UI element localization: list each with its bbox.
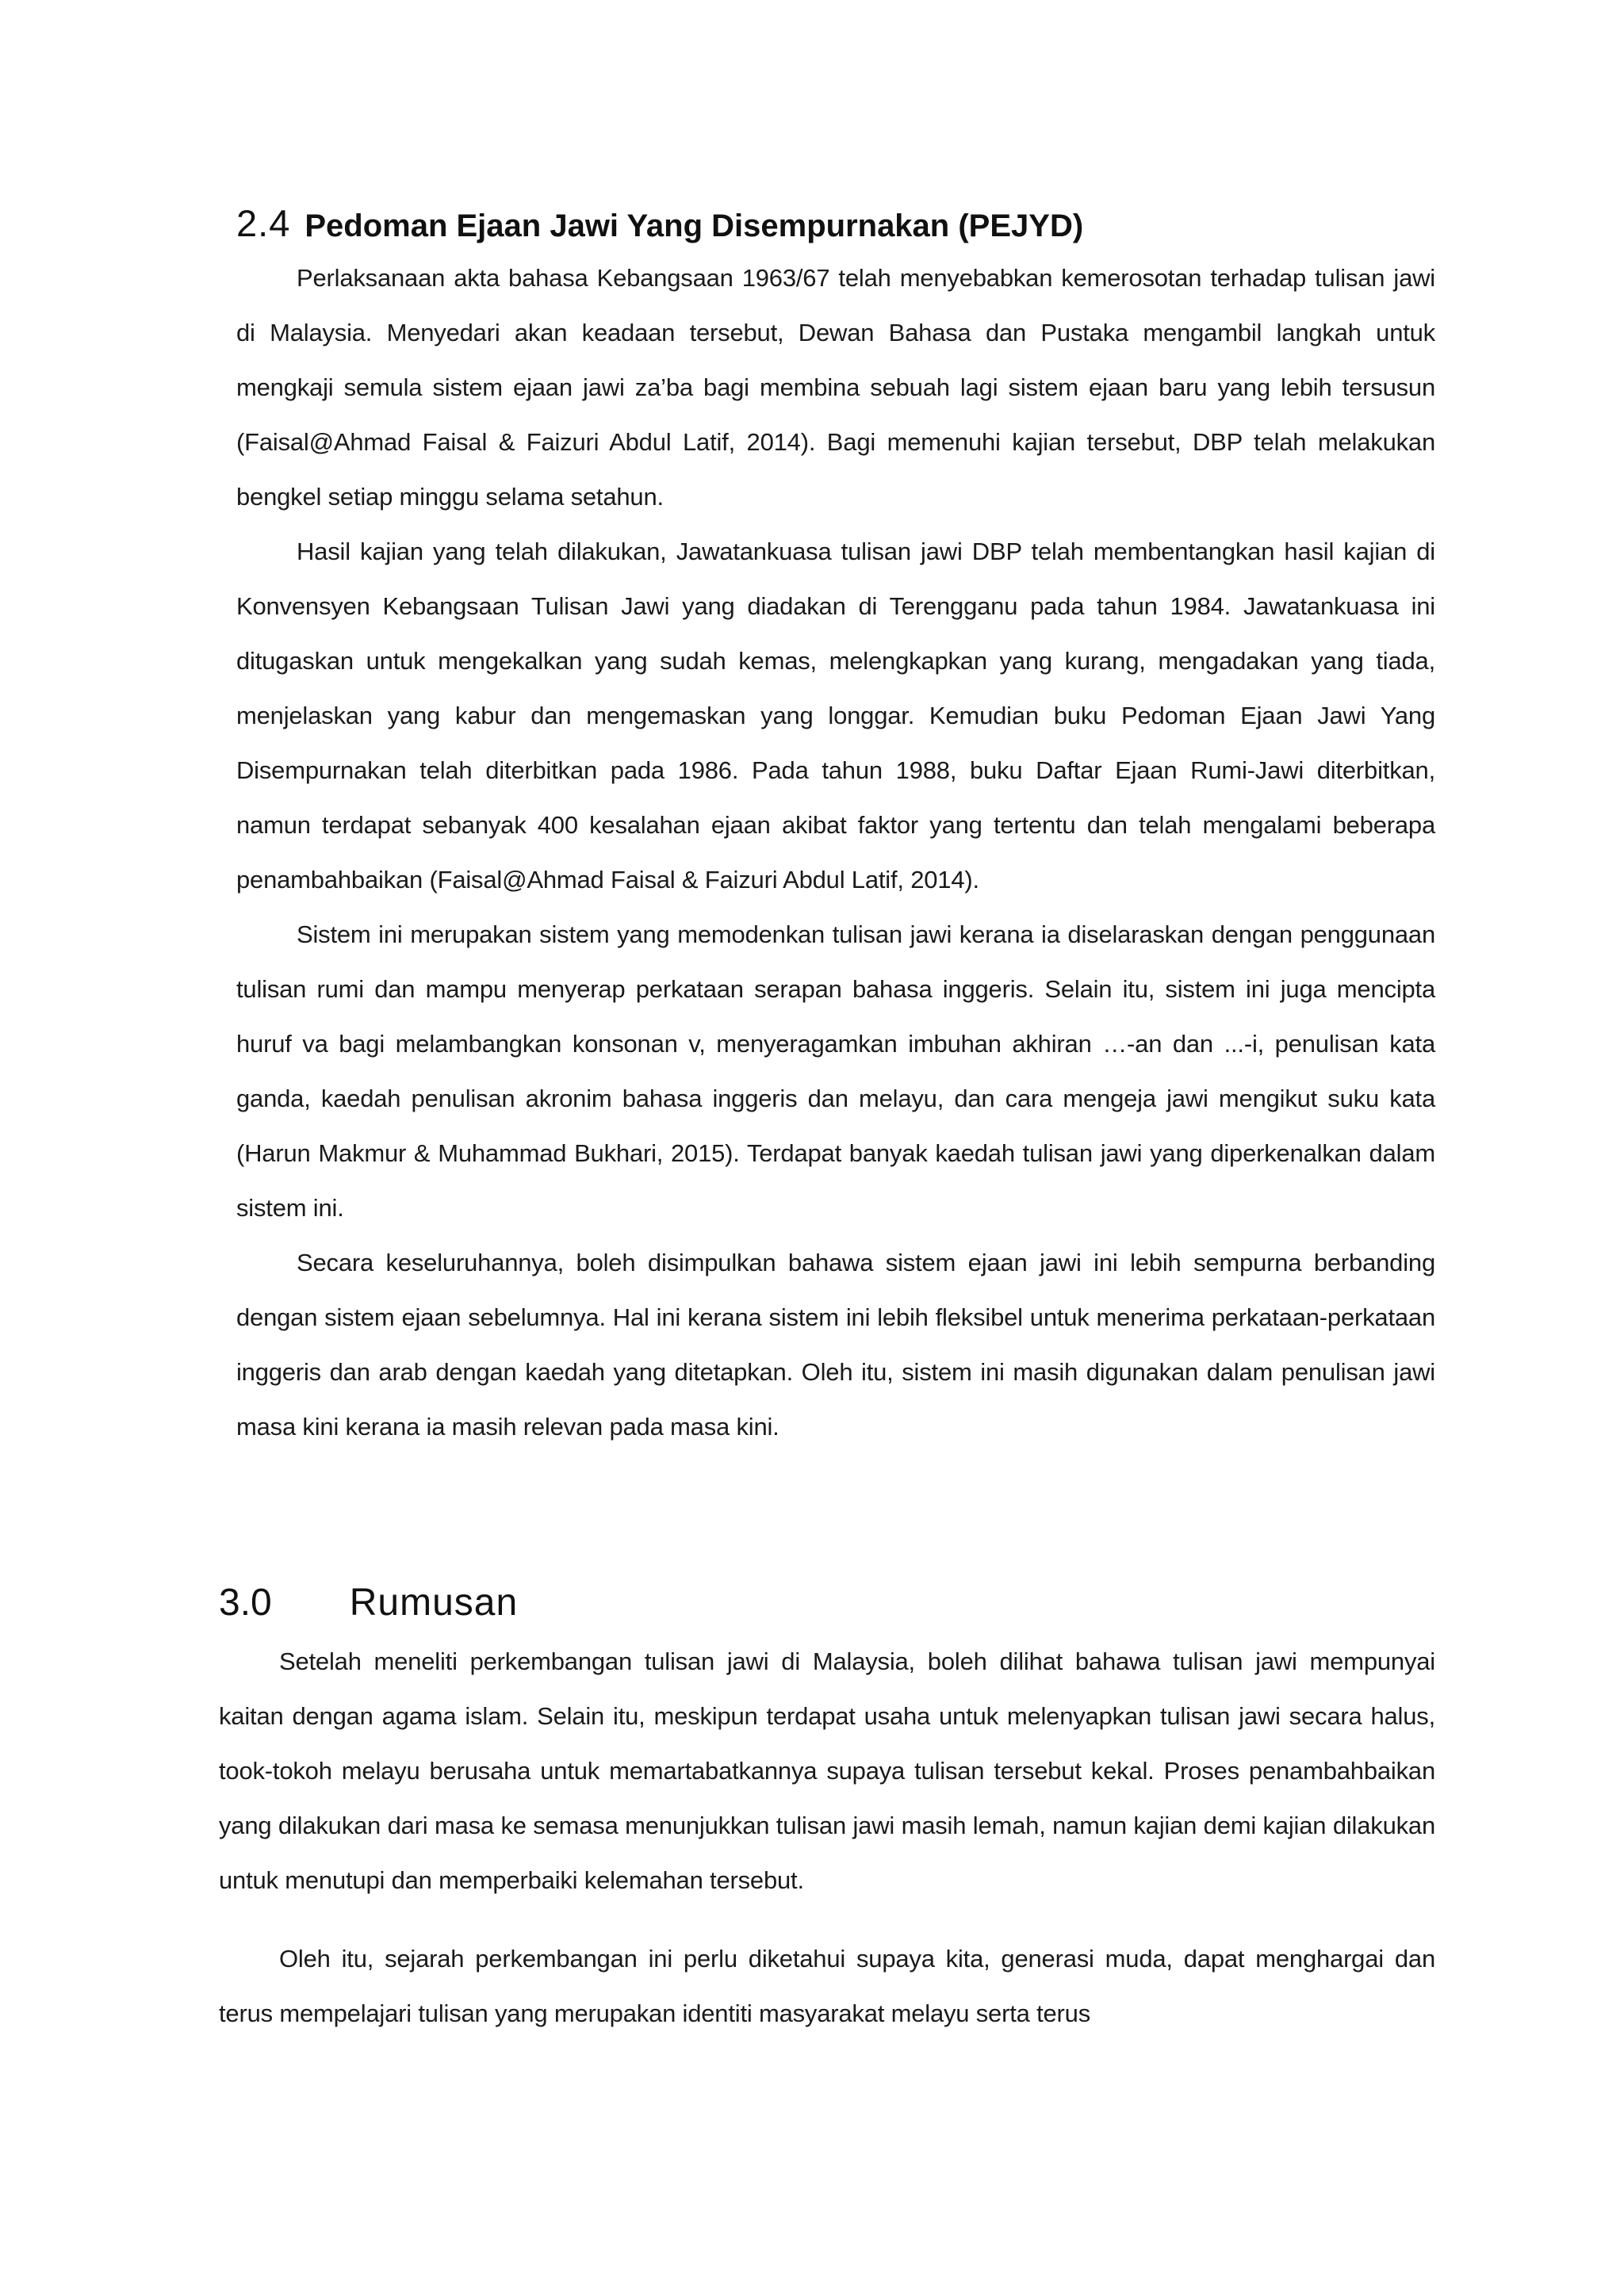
section-title: Pedoman Ejaan Jawi Yang Disempurnakan (PEJYD) xyxy=(304,209,1084,243)
paragraph: Hasil kajian yang telah dilakukan, Jawatankuasa tulisan jawi DBP telah membentangkan hasil kajian di Konvensyen Kebangsaan Tulisan Jawi yang diadakan di Terengganu pada tahun 1984. Jawatankuasa ini ditugaskan untuk mengekalkan yang sudah kemas, melengkapkan yang kurang, mengadakan yang tiada, menjelaskan yang kabur dan mengemaskan yang longgar. Kemudian buku Pedoman Ejaan Jawi Yang Disempurnakan telah diterbitkan pada 1986. Pada tahun 1988, buku Daftar Ejaan Rumi-Jawi diterbitkan, namun terdapat sebanyak 400 kesalahan ejaan akibat faktor yang tertentu dan telah mengalami beberapa penambahbaikan (Faisal@Ahmad Faisal & Faizuri Abdul Latif, 2014). xyxy=(236,538,1435,894)
section-number: 2.4 xyxy=(236,202,291,244)
section-title: Rumusan xyxy=(349,1582,519,1624)
paragraph: Secara keseluruhannya, boleh disimpulkan bahawa sistem ejaan jawi ini lebih sempurna berbanding dengan sistem ejaan sebelumnya. Hal ini kerana sistem ini lebih fleksibel untuk menerima perkataan-perkataan inggeris dan arab dengan kaedah yang ditetapkan. Oleh itu, sistem ini masih digunakan dalam penulisan jawi masa kini kerana ia masih relevan pada masa kini. xyxy=(236,1249,1435,1441)
section-2-4 xyxy=(236,198,1435,1454)
paragraph: Oleh itu, sejarah perkembangan ini perlu diketahui supaya kita, generasi muda, dapat menghargai dan terus mempelajari tulisan yang merupakan identiti masyarakat melayu serta terus xyxy=(219,1945,1435,2027)
section-3-0-heading xyxy=(219,1574,1435,1632)
section-2-4-heading xyxy=(236,198,1435,249)
section-number: 3.0 xyxy=(219,1582,272,1624)
paragraph: Setelah meneliti perkembangan tulisan jawi di Malaysia, boleh dilihat bahawa tulisan jawi mempunyai kaitan dengan agama islam. Selain itu, meskipun terdapat usaha untuk melenyapkan tulisan jawi secara halus, took-tokoh melayu berusaha untuk memartabatkannya supaya tulisan tersebut kekal. Proses penambahbaikan yang dilakukan dari masa ke semasa menunjukkan tulisan jawi masih lemah, namun kajian demi kajian dilakukan untuk menutupi dan memperbaiki kelemahan tersebut. xyxy=(219,1647,1435,1894)
paragraph: Perlaksanaan akta bahasa Kebangsaan 1963/67 telah menyebabkan kemerosotan terhadap tulisan jawi di Malaysia. Menyedari akan keadaan tersebut, Dewan Bahasa dan Pustaka mengambil langkah untuk mengkaji semula sistem ejaan jawi za’ba bagi membina sebuah lagi sistem ejaan baru yang lebih tersusun (Faisal@Ahmad Faisal & Faizuri Abdul Latif, 2014). Bagi memenuhi kajian tersebut, DBP telah melakukan bengkel setiap minggu selama setahun. xyxy=(236,264,1435,511)
section-3-0 xyxy=(219,1574,1435,2041)
paragraph: Sistem ini merupakan sistem yang memodenkan tulisan jawi kerana ia diselaraskan dengan penggunaan tulisan rumi dan mampu menyerap perkataan serapan bahasa inggeris. Selain itu, sistem ini juga mencipta huruf va bagi melambangkan konsonan v, menyeragamkan imbuhan akhiran …-an dan ...-i, penulisan kata ganda, kaedah penulisan akronim bahasa inggeris dan melayu, dan cara mengeja jawi mengikut suku kata (Harun Makmur & Muhammad Bukhari, 2015). Terdapat banyak kaedah tulisan jawi yang diperkenalkan dalam sistem ini. xyxy=(236,920,1435,1222)
